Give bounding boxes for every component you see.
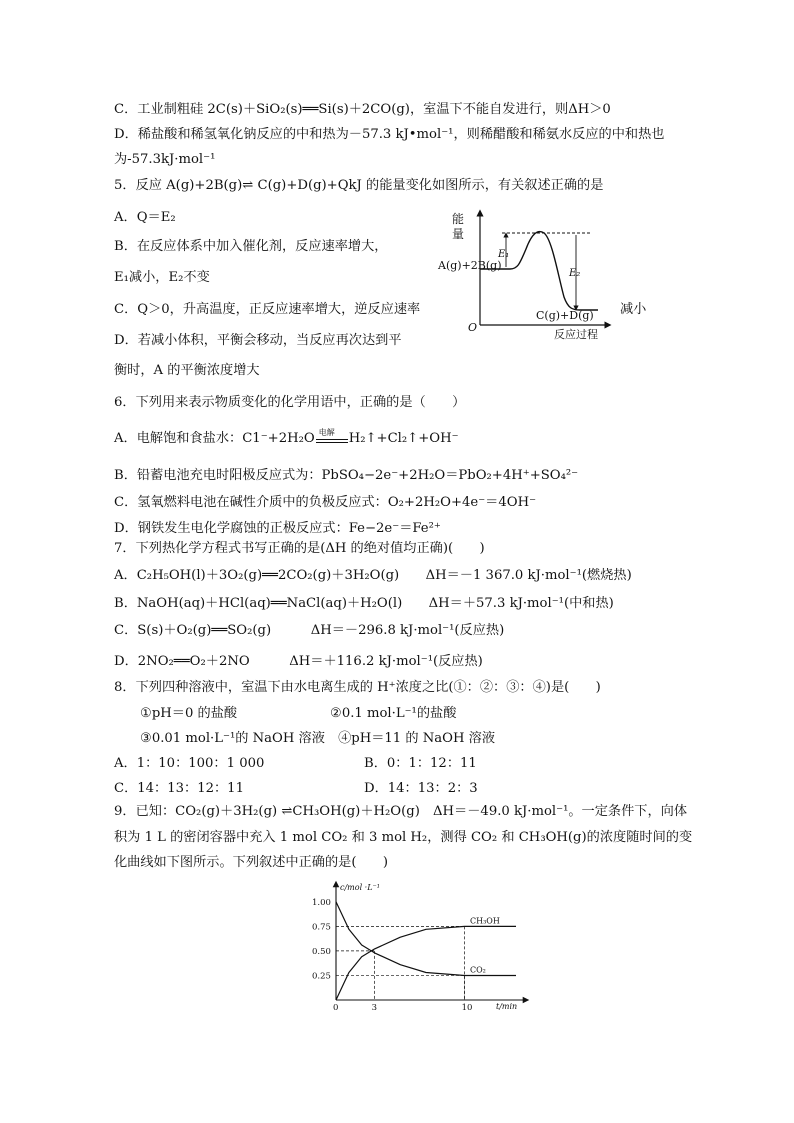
q8-items-3-4: ③0.01 mol·L⁻¹的 NaOH 溶液 ④pH＝11 的 NaOH 溶液 [140, 731, 496, 746]
q6-option-d: D．钢铁发生电化学腐蚀的正极反应式：Fe−2e⁻＝Fe²⁺ [114, 521, 441, 536]
q8-item-2: ②0.1 mol·L⁻¹的盐酸 [330, 706, 457, 721]
chart-y-label: c/mol ·L⁻¹ [340, 883, 380, 892]
q4-option-c: C．工业制粗硅 2C(s)＋SiO₂(s)══Si(s)＋2CO(g)，室温下不能自发进行，则ΔH＞0 [114, 102, 611, 117]
q8-option-c: C．14：13：12：11 [114, 781, 244, 796]
y-tick-label: 0.25 [312, 971, 331, 982]
q6-option-b: B．铅蓄电池充电时阳极反应式为：PbSO₄−2e⁻+2H₂O＝PbO₂+4H⁺+SO₄²⁻ [114, 468, 579, 483]
concentration-chart [300, 880, 530, 1010]
q8-option-d: D．14：13：2：3 [364, 781, 478, 796]
products-label: C(g)+D(g) [536, 309, 594, 322]
q6-option-a [114, 430, 459, 448]
q5-option-b-line2: E₁减小，E₂不变 [114, 270, 210, 285]
x-tick-label: 3 [371, 1003, 377, 1010]
q6-option-a-right: H₂↑+Cl₂↑+OH⁻ [348, 431, 459, 446]
y-tick-label: 1.00 [312, 897, 331, 908]
q5-option-c: C．Q＞0，升高温度，正反应速率增大，逆反应速率 [114, 302, 421, 317]
series-label-ch3oh: CH₃OH [470, 916, 500, 926]
energy-diagram [432, 205, 612, 345]
series-line-co2 [336, 902, 516, 976]
q7-option-c: C．S(s)＋O₂(g)══SO₂(g) ΔH＝－296.8 kJ·mol⁻¹(反应热) [114, 623, 505, 638]
q7-option-b: B．NaOH(aq)＋HCl(aq)══NaCl(aq)＋H₂O(l) ΔH＝＋57.3 kJ·mol⁻¹(中和热) [114, 596, 614, 611]
energy-y-label-2: 量 [452, 227, 465, 241]
e1-label: E₁ [498, 249, 510, 260]
energy-origin-label: O [468, 321, 478, 334]
q9-line-3: 化曲线如下图所示。下列叙述中正确的是( ) [114, 855, 389, 870]
q6-option-a-left: A．电解饱和食盐水：C1⁻+2H₂O [114, 431, 315, 446]
q5-option-d-line2: 衡时，A 的平衡浓度增大 [114, 363, 260, 378]
q5-option-c-tail: 减小 [620, 302, 647, 317]
energy-y-label-1: 能 [452, 212, 465, 226]
y-tick-label: 0.75 [312, 922, 331, 933]
q8-option-a: A．1：10：100：1 000 [114, 756, 265, 771]
q6-stem: 6．下列用来表示物质变化的化学用语中，正确的是（ ） [114, 395, 466, 410]
x-tick-label: 10 [461, 1003, 473, 1010]
q4-option-d-line1: D．稀盐酸和稀氢氧化钠反应的中和热为－57.3 kJ•mol⁻¹，则稀醋酸和稀氨水反应的中和热也 [114, 127, 665, 142]
q7-stem: 7．下列热化学方程式书写正确的是(ΔH 的绝对值均正确)( ) [114, 541, 485, 556]
q5-option-a: A．Q＝E₂ [114, 210, 176, 225]
e2-label: E₂ [569, 268, 581, 279]
electrolysis-arrow [315, 430, 349, 448]
q5-stem: 5．反应 A(g)+2B(g)⇌ C(g)+D(g)+QkJ 的能量变化如图所示，有关叙述正确的是 [114, 178, 604, 193]
energy-x-label: 反应过程 [554, 328, 598, 341]
series-line-ch3oh [336, 926, 516, 1000]
q5-option-b-line1: B．在反应体系中加入催化剂，反应速率增大， [114, 239, 388, 254]
q7-option-a: A．C₂H₅OH(l)＋3O₂(g)══2CO₂(g)＋3H₂O(g) ΔH＝－1 367.0 kJ·mol⁻¹(燃烧热) [114, 568, 632, 583]
q9-line-2: 积为 1 L 的密闭容器中充入 1 mol CO₂ 和 3 mol H₂，测得 CO₂ 和 CH₃OH(g)的浓度随时间的变 [114, 830, 693, 845]
q8-stem: 8．下列四种溶液中，室温下由水电离生成的 H⁺浓度之比(①：②：③：④)是( ) [114, 680, 601, 695]
q8-item-1: ①pH＝0 的盐酸 [140, 706, 238, 721]
q6-option-c: C．氢氧燃料电池在碱性介质中的负极反应式：O₂+2H₂O+4e⁻＝4OH⁻ [114, 495, 537, 510]
q9-line-1: 9．已知：CO₂(g)＋3H₂(g) ⇌CH₃OH(g)＋H₂O(g) ΔH＝－49.0 kJ·mol⁻¹。一定条件下，向体 [114, 804, 688, 819]
y-tick-label: 0.50 [312, 946, 331, 957]
q4-option-d-line2: 为-57.3kJ·mol⁻¹ [114, 152, 216, 167]
series-label-co2: CO₂ [470, 965, 486, 975]
chart-x-label: t/min [496, 1002, 518, 1010]
electrolysis-condition: 电解 [318, 428, 335, 437]
reactants-label: A(g)+2B(g) [438, 259, 502, 272]
q5-option-d-line1: D．若减小体积，平衡会移动，当反应再次达到平 [114, 333, 402, 348]
q8-option-b: B．0：1：12：11 [364, 756, 477, 771]
q7-option-d: D．2NO₂══O₂＋2NO ΔH＝＋116.2 kJ·mol⁻¹(反应热) [114, 654, 483, 669]
x-tick-label: 0 [333, 1003, 339, 1010]
